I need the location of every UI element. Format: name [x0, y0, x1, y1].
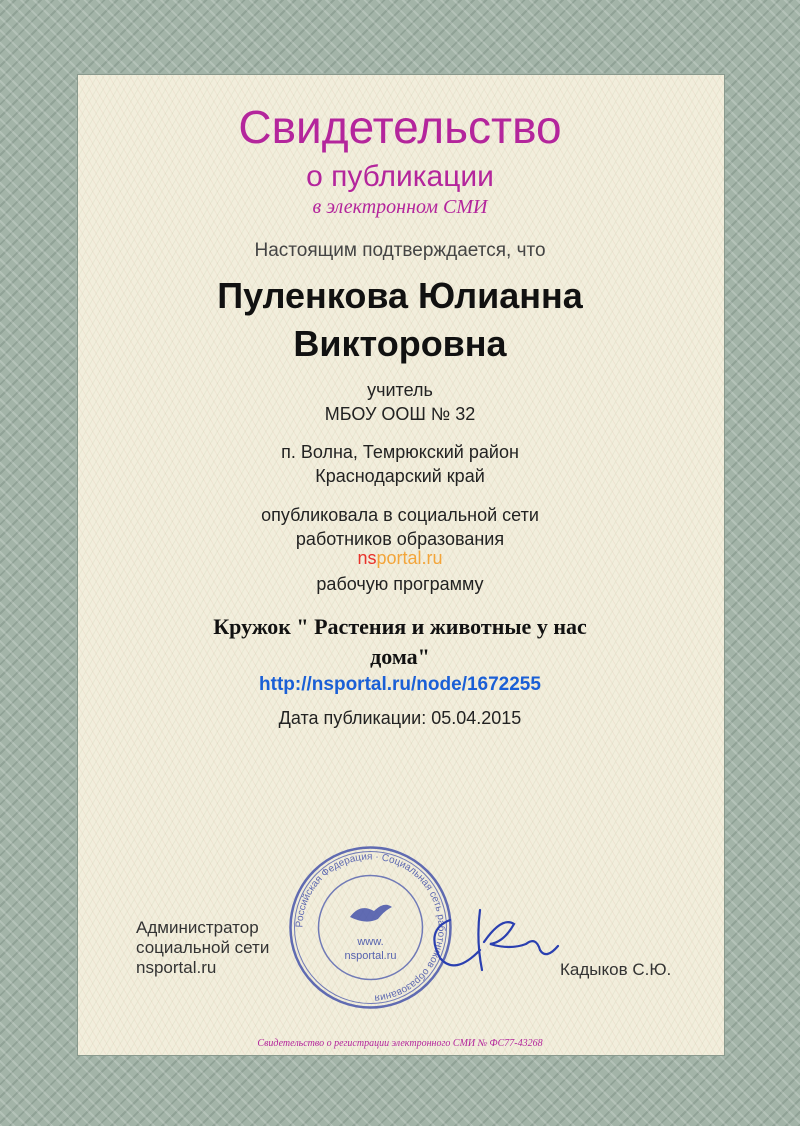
publication-statement — [0, 503, 800, 551]
signer-name: Кадыков С.Ю. — [560, 960, 672, 979]
work-type: рабочую программу — [316, 574, 484, 594]
publication-url[interactable]: http://nsportal.ru/node/1672255 — [259, 674, 541, 695]
published-line1: опубликовала в социальной сети — [261, 505, 539, 525]
recipient-role — [0, 378, 800, 426]
recipient-location — [0, 440, 800, 488]
certificate-title: Свидетельство — [238, 101, 562, 153]
site-logo-rest: portal.ru — [376, 548, 443, 568]
recipient-name — [0, 272, 800, 368]
work-title-line2: дома" — [370, 644, 430, 669]
work-title-line1: Кружок " Растения и животные у нас — [213, 614, 587, 639]
published-line2: работников образования — [295, 529, 505, 549]
registration-note: Свидетельство о регистрации электронного СМИ № ФС77-43268 — [257, 1038, 543, 1049]
publication-date: Дата публикации: 05.04.2015 — [278, 708, 522, 728]
stamp-ring-text: Российская Федерация · Социальная сеть работников образования — [294, 851, 447, 1004]
administrator-block — [136, 918, 269, 978]
admin-line3: nsportal.ru — [136, 958, 217, 977]
location-line2: Краснодарский край — [315, 466, 485, 486]
stamp-center-text: www. — [357, 936, 384, 948]
work-title — [0, 612, 800, 672]
location-line1: п. Волна, Темрюкский район — [281, 442, 519, 462]
school: МБОУ ООШ № 32 — [324, 404, 476, 424]
site-logo-text — [0, 546, 800, 570]
position: учитель — [367, 380, 433, 400]
site-logo-ns: ns — [357, 548, 377, 568]
media-type: в электронном СМИ — [312, 196, 488, 218]
admin-line2: социальной сети — [136, 938, 270, 957]
stamp-center-text2: nsportal.ru — [344, 950, 397, 962]
recipient-name-line2: Викторовна — [293, 323, 507, 364]
recipient-name-line1: Пуленкова Юлианна — [217, 275, 583, 316]
dove-icon — [350, 905, 392, 922]
handwritten-signature — [420, 900, 570, 980]
certificate-subtitle: о публикации — [306, 160, 494, 193]
confirm-text: Настоящим подтверждается, что — [254, 240, 546, 261]
admin-line1: Администратор — [136, 918, 259, 937]
